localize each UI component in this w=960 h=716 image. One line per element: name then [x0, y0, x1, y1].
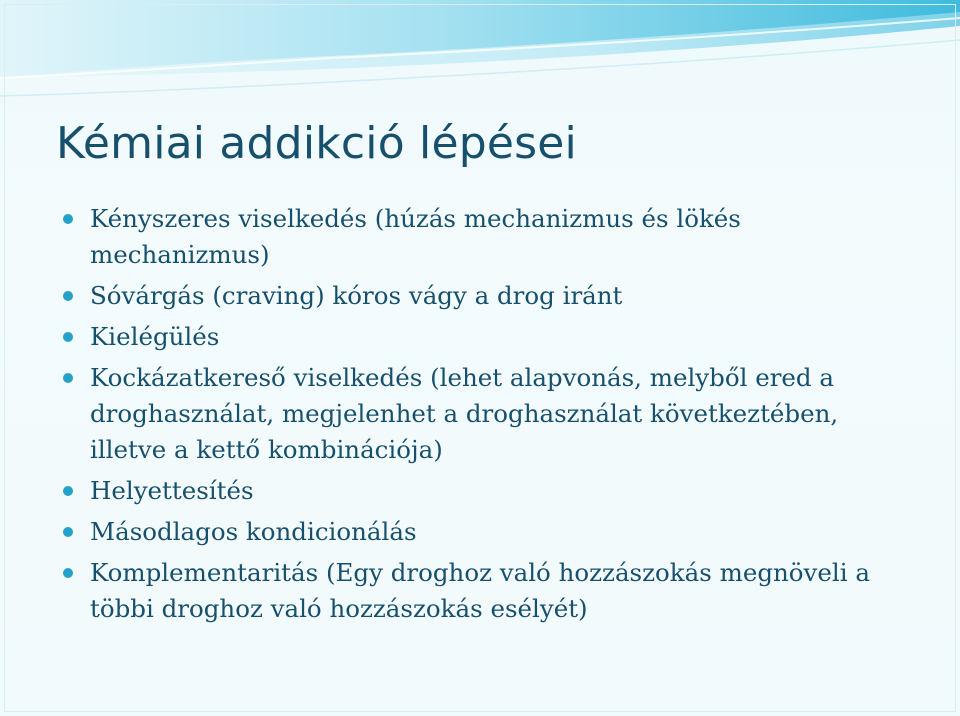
bullet-item [62, 555, 922, 627]
decorative-wave-band [0, 0, 960, 130]
bullet-dot-icon [63, 568, 73, 578]
bullet-item [62, 360, 922, 468]
bullet-text: Komplementaritás (Egy droghoz való hozzászokás megnöveli a többi droghoz való hozzászokás esélyét) [90, 558, 870, 623]
bullet-item [62, 319, 922, 355]
slide-title: Kémiai addikció lépései [56, 118, 577, 169]
bullet-dot-icon [63, 291, 73, 301]
bullet-text: Másodlagos kondicionálás [90, 517, 417, 546]
bullet-item [62, 278, 922, 314]
bullet-text: Kockázatkereső viselkedés (lehet alapvonás, melyből ered a droghasználat, megjelenhet a droghasználat következtében, illetve a kettő kombinációja) [90, 363, 839, 464]
bullet-text: Kényszeres viselkedés (húzás mechanizmus és lökés mechanizmus) [90, 204, 741, 269]
bullet-item [62, 201, 922, 273]
bullet-text: Sóvárgás (craving) kóros vágy a drog iránt [90, 281, 623, 310]
bullet-dot-icon [63, 214, 73, 224]
bullet-dot-icon [63, 486, 73, 496]
bullet-text: Helyettesítés [90, 476, 254, 505]
bullet-dot-icon [63, 373, 73, 383]
bullet-dot-icon [63, 332, 73, 342]
bullet-text: Kielégülés [90, 322, 220, 351]
bullet-dot-icon [63, 527, 73, 537]
bullet-list [62, 201, 922, 632]
bullet-item [62, 473, 922, 509]
bullet-item [62, 514, 922, 550]
